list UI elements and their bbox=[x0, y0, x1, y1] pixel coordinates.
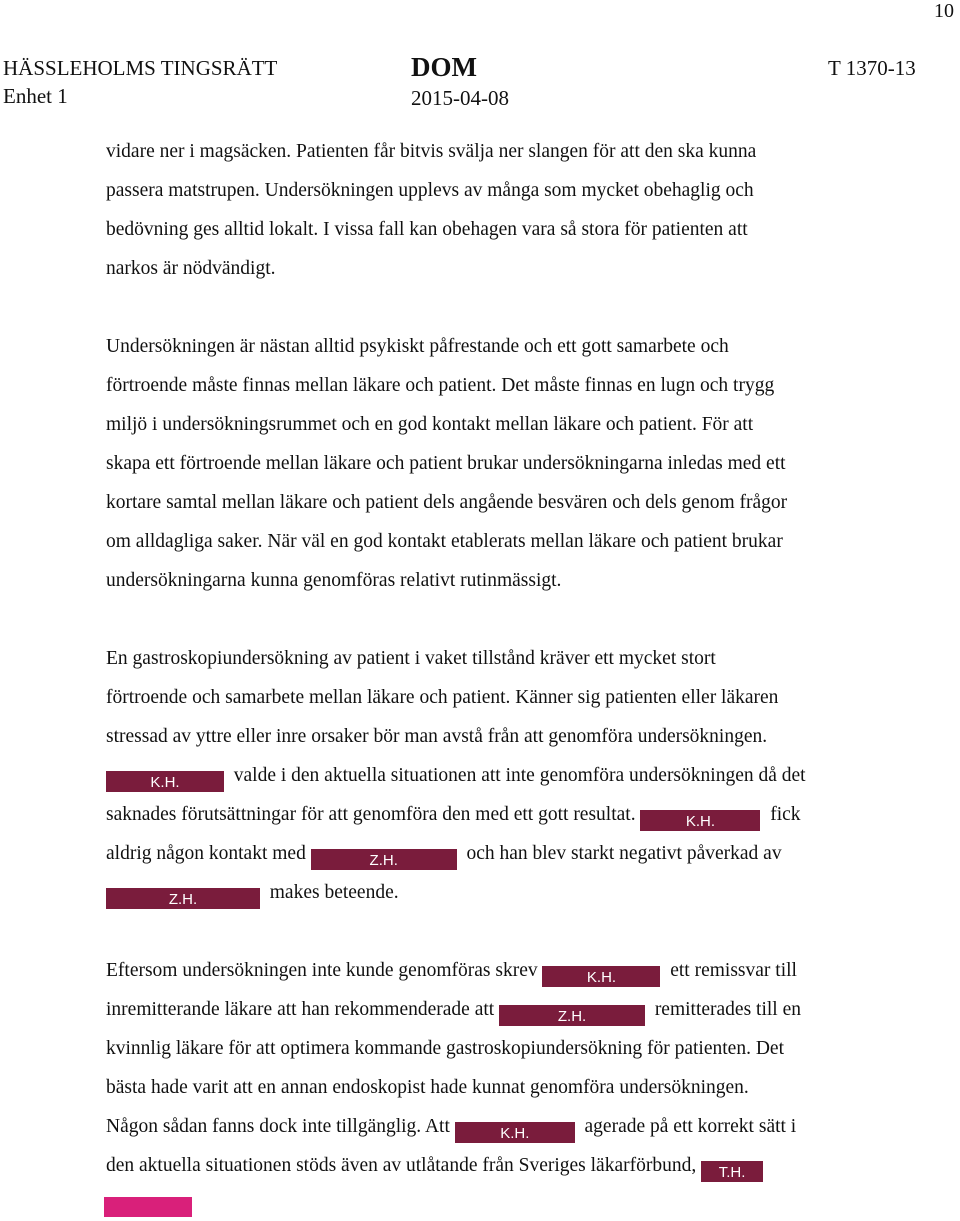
text-segment: fick bbox=[770, 804, 801, 825]
text-segment: Någon sådan fanns dock inte tillgänglig. Att bbox=[106, 1116, 450, 1137]
text-line: om alldagliga saker. När väl en god kontakt etablerats mellan läkare och patient brukar bbox=[106, 531, 783, 552]
text-line: Undersökningen är nästan alltid psykiskt påfrestande och ett gott samarbete och bbox=[106, 336, 729, 357]
document-date: 2015-04-08 bbox=[411, 86, 509, 110]
court-name: HÄSSLEHOLMS TINGSRÄTT bbox=[3, 56, 278, 80]
text-line: förtroende måste finnas mellan läkare och patient. Det måste finnas en lugn och trygg bbox=[106, 375, 775, 396]
redaction-box: T.H. bbox=[701, 1161, 763, 1182]
text-line: skapa ett förtroende mellan läkare och patient brukar undersökningarna inledas med ett bbox=[106, 453, 786, 474]
text-line: bedövning ges alltid lokalt. I vissa fall kan obehagen vara så stora för patienten att bbox=[106, 219, 748, 240]
text-segment: saknades förutsättningar för att genomföra den med ett gott resultat. bbox=[106, 804, 636, 825]
text-segment: aldrig någon kontakt med bbox=[106, 843, 306, 864]
text-line: narkos är nödvändigt. bbox=[106, 258, 276, 279]
text-line: passera matstrupen. Undersökningen upplevs av många som mycket obehaglig och bbox=[106, 180, 754, 201]
redaction-box: K.H. bbox=[106, 771, 224, 792]
text-segment: ett remissvar till bbox=[670, 960, 797, 981]
text-line bbox=[106, 1154, 763, 1182]
text-segment: inremitterande läkare att han rekommenderade att bbox=[106, 999, 495, 1020]
text-line: miljö i undersökningsrummet och en god kontakt mellan läkare och patient. För att bbox=[106, 414, 754, 435]
text-segment: valde i den aktuella situationen att inte genomföra undersökningen då det bbox=[233, 765, 806, 786]
page-number: 10 bbox=[934, 0, 954, 22]
text-line bbox=[106, 959, 797, 987]
redaction-box-pink bbox=[104, 1197, 192, 1217]
text-segment: den aktuella situationen stöds även av utlåtande från Sveriges läkarförbund, bbox=[106, 1155, 697, 1176]
text-line: förtroende och samarbete mellan läkare och patient. Känner sig patienten eller läkaren bbox=[106, 687, 779, 708]
document-type: DOM bbox=[411, 52, 477, 82]
text-segment: makes beteende. bbox=[269, 882, 399, 903]
text-line: bästa hade varit att en annan endoskopist hade kunnat genomföra undersökningen. bbox=[106, 1077, 749, 1098]
text-segment: och han blev starkt negativt påverkad av bbox=[466, 843, 782, 864]
text-line bbox=[106, 803, 801, 831]
redaction-box: Z.H. bbox=[311, 849, 457, 870]
text-line: En gastroskopiundersökning av patient i vaket tillstånd kräver ett mycket stort bbox=[106, 648, 716, 669]
text-line: kvinnlig läkare för att optimera kommande gastroskopiundersökning för patienten. Det bbox=[106, 1038, 784, 1059]
text-segment: agerade på ett korrekt sätt i bbox=[584, 1116, 797, 1137]
redaction-box: Z.H. bbox=[106, 888, 260, 909]
text-line bbox=[106, 764, 806, 792]
text-line bbox=[106, 881, 399, 909]
redaction-box: Z.H. bbox=[499, 1005, 645, 1026]
text-line: undersökningarna kunna genomföras relativt rutinmässigt. bbox=[106, 570, 562, 591]
text-line: vidare ner i magsäcken. Patienten får bitvis svälja ner slangen för att den ska kunna bbox=[106, 141, 757, 162]
text-segment: remitterades till en bbox=[654, 999, 802, 1020]
text-line: kortare samtal mellan läkare och patient dels angående besvären och dels genom frågor bbox=[106, 492, 788, 513]
case-number: T 1370-13 bbox=[828, 56, 916, 80]
redaction-box: K.H. bbox=[542, 966, 660, 987]
text-line bbox=[106, 1115, 796, 1143]
text-line bbox=[106, 998, 801, 1026]
text-line bbox=[106, 842, 782, 870]
redaction-box: K.H. bbox=[455, 1122, 575, 1143]
redaction-box: K.H. bbox=[640, 810, 760, 831]
court-unit: Enhet 1 bbox=[3, 84, 68, 108]
text-segment: Eftersom undersökningen inte kunde genomföras skrev bbox=[106, 960, 538, 981]
text-line: stressad av yttre eller inre orsaker bör man avstå från att genomföra undersökningen. bbox=[106, 726, 768, 747]
